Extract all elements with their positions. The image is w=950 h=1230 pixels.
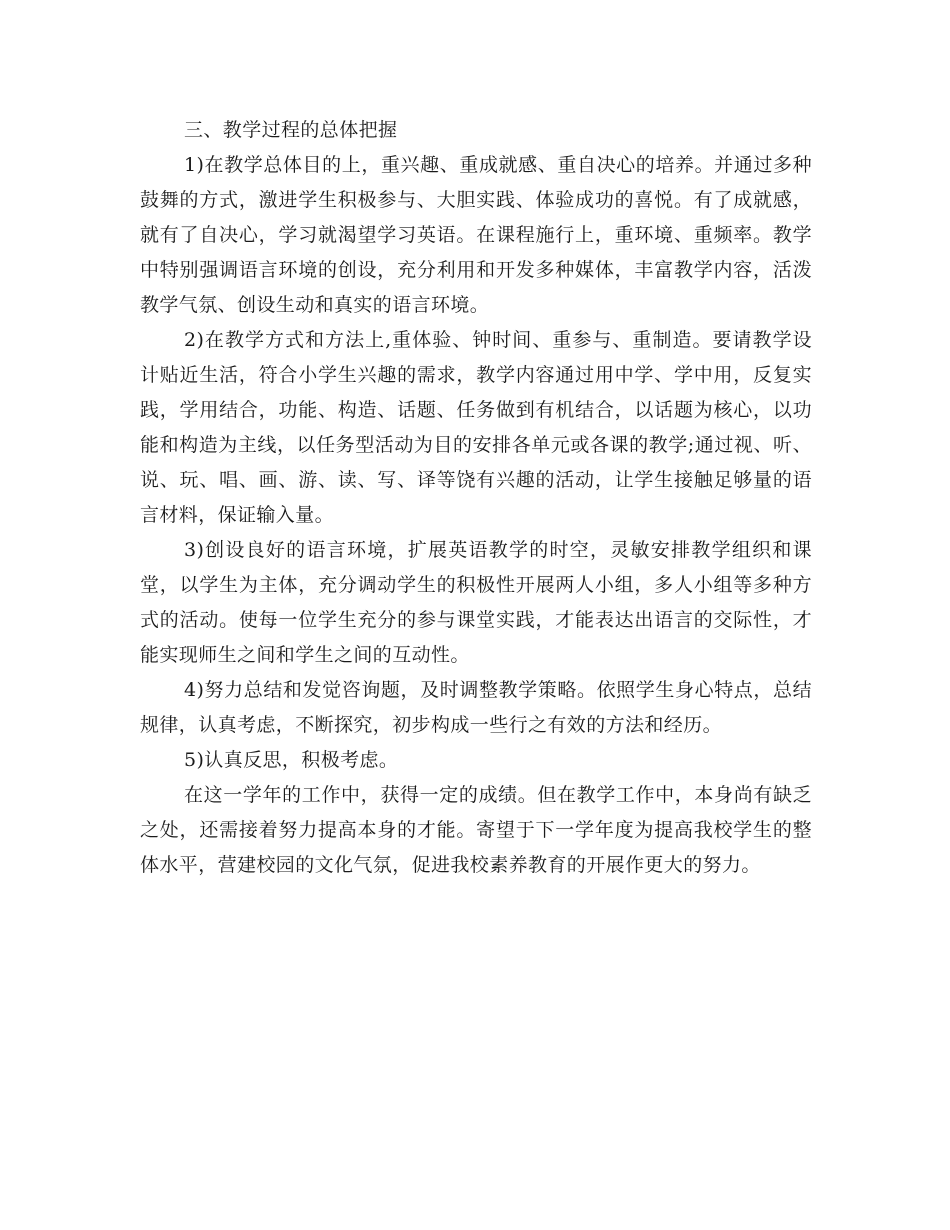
paragraph-3: 3)创设良好的语言环境，扩展英语教学的时空，灵敏安排教学组织和课堂，以学生为主体，充分调动学生的积极性开展两人小组，多人小组等多种方式的活动。使每一位学生充分的参与课堂实践，才能表达出语言的交际性，才能实现师生之间和学生之间的互动性。 [140, 539, 812, 666]
section-heading: 三、教学过程的总体把握 [184, 119, 398, 141]
paragraph-4: 4)努力总结和发觉咨询题，及时调整教学策略。依照学生身心特点，总结规律，认真考虑，不断探究，初步构成一些行之有效的方法和经历。 [140, 679, 812, 736]
paragraph-1: 1)在教学总体目的上，重兴趣、重成就感、重自决心的培养。并通过多种鼓舞的方式，激进学生积极参与、大胆实践、体验成功的喜悦。有了成就感，就有了自决心，学习就渴望学习英语。在课程施行上，重环境、重频率。教学中特别强调语言环境的创设，充分利用和开发多种媒体，丰富教学内容，活泼教学气氛、创设生动和真实的语言环境。 [140, 154, 812, 316]
paragraph-5: 5)认真反思，积极考虑。 [184, 749, 399, 771]
paragraph-6: 在这一学年的工作中，获得一定的成绩。但在教学工作中，本身尚有缺乏之处，还需接着努力提高本身的才能。寄望于下一学年度为提高我校学生的整体水平，营建校园的文化气氛，促进我校素养教育的开展作更大的努力。 [140, 784, 812, 876]
paragraph-2: 2)在教学方式和方法上,重体验、钟时间、重参与、重制造。要请教学设计贴近生活，符合小学生兴趣的需求，教学内容通过用中学、学中用，反复实践，学用结合，功能、构造、话题、任务做到有机结合，以话题为核心，以功能和构造为主线，以任务型活动为目的安排各单元或各课的教学;通过视、听、说、玩、唱、画、游、读、写、译等饶有兴趣的活动，让学生接触足够量的语言材料，保证输入量。 [140, 329, 812, 526]
document-body [140, 113, 812, 883]
